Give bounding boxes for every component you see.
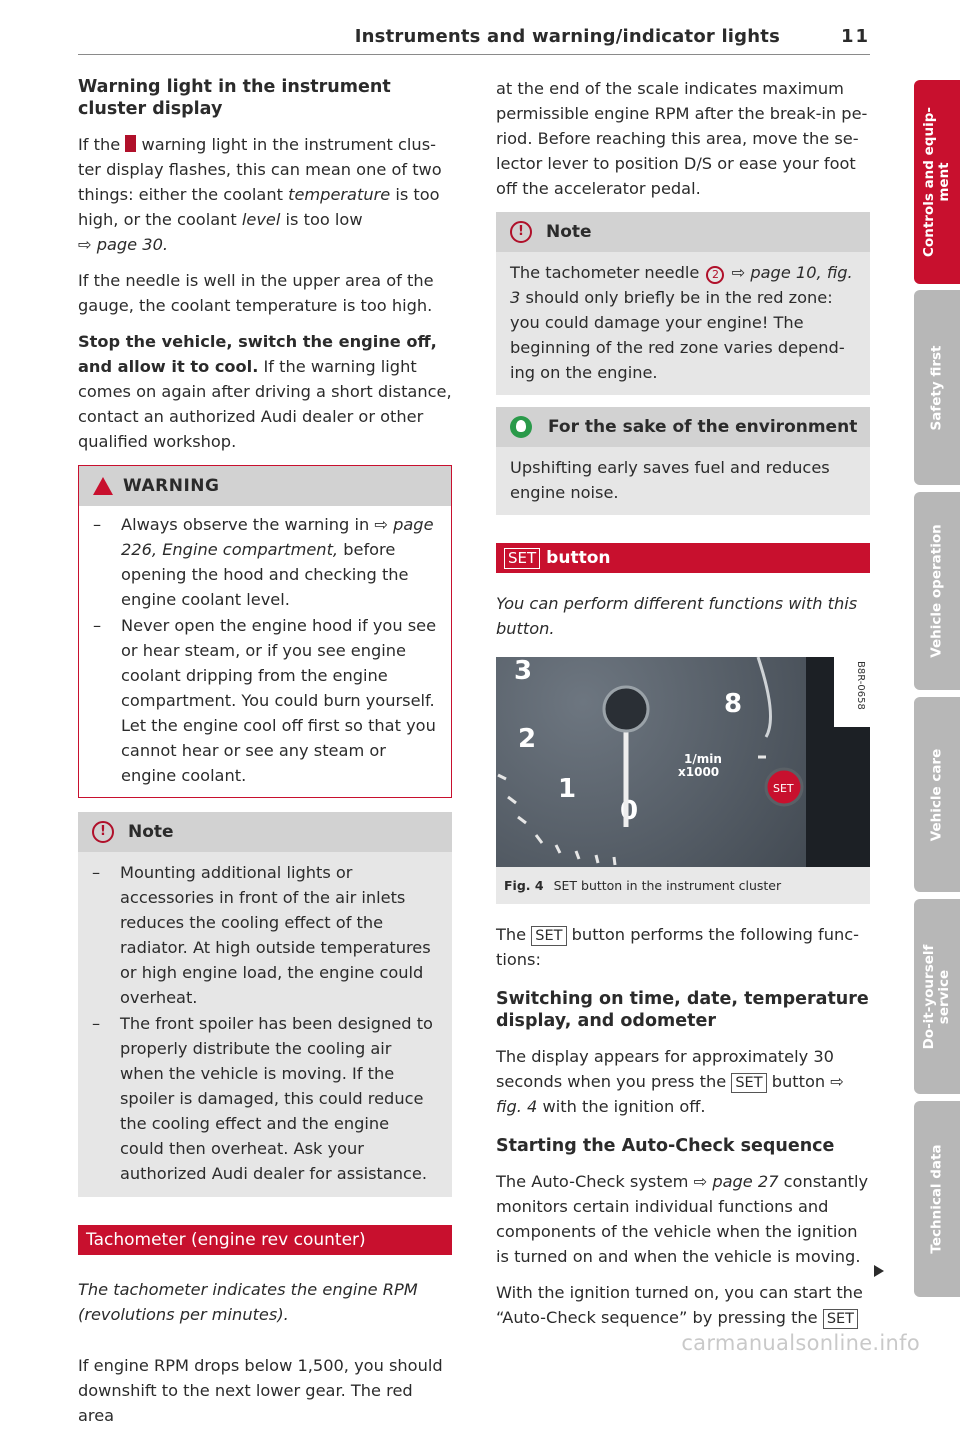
paragraph xyxy=(496,1044,870,1119)
dial-number-1: 1 xyxy=(558,774,577,804)
warning-header xyxy=(79,466,451,506)
page-reference-link[interactable]: ⇨ page 30. xyxy=(78,235,169,254)
figure-code: B8R-0658 xyxy=(855,661,866,710)
paragraph xyxy=(496,922,870,972)
note-header xyxy=(78,812,452,852)
note-body xyxy=(78,852,452,1197)
note-icon: ! xyxy=(510,221,532,243)
paragraph xyxy=(78,132,452,257)
paragraph xyxy=(496,1280,870,1330)
text: The tachometer needle xyxy=(510,263,700,282)
environment-header xyxy=(496,407,870,447)
paragraph: If the needle is well in the upper area of the gauge, the coolant temperature is too high. xyxy=(78,271,434,315)
figure-reference-link[interactable]: ⇨ fig. 4 xyxy=(496,1072,844,1116)
note-icon: ! xyxy=(92,821,114,843)
unit-label: 1/min xyxy=(684,752,722,766)
text: If the warning light comes on again after driving a short distance, contact an authorized Audi dealer or other qualified workshop. xyxy=(78,357,452,451)
text: is too low xyxy=(285,210,363,229)
text: is too high, or the coolant xyxy=(78,185,440,229)
figure-caption xyxy=(496,867,870,904)
tab-vehicle-care[interactable] xyxy=(914,697,960,892)
warning-triangle-icon xyxy=(93,477,113,495)
environment-title: For the sake of the environment xyxy=(548,416,858,437)
text: constantly monitors certain individual functions and components of the vehicle when the ignition is turned on and when the vehicle is moving. xyxy=(496,1172,869,1266)
section-title: button xyxy=(546,547,611,568)
warning-title: WARNING xyxy=(123,475,220,496)
dial-number-3: 3 xyxy=(514,657,533,686)
emphasis: temperature xyxy=(288,185,391,204)
lead-text: The tachometer indicates the engine RPM (revolutions per minutes). xyxy=(78,1280,418,1324)
tab-label: Do-it-yourself service xyxy=(921,944,952,1049)
figure-number: Fig. 4 xyxy=(504,878,544,893)
emphasis: level xyxy=(241,210,281,229)
figure-instrument-cluster xyxy=(496,657,870,867)
tab-label: Technical data xyxy=(928,1144,945,1254)
paragraph: If engine RPM drops below 1,500, you should downshift to the next lower gear. The red area xyxy=(78,1356,443,1425)
set-button-label: SET xyxy=(773,782,794,795)
warning-list xyxy=(93,512,437,788)
subheading-auto-check: Starting the Auto-Check sequence xyxy=(496,1136,835,1156)
header-title: Instruments and warning/indicator lights xyxy=(354,26,780,47)
paragraph: at the end of the scale indicates maximum permissible engine RPM after the break-in period. Before reaching this area, move the selector lever to position D/S or ease your foot off the accelerator pedal. xyxy=(496,79,868,198)
bold-text: Stop the vehicle, switch the engine off, and allow it to cool. xyxy=(78,332,437,376)
note-title: Note xyxy=(128,821,174,842)
tab-label: Vehicle care xyxy=(928,748,945,841)
tab-label: Controls and equip- ment xyxy=(921,107,952,257)
page-reference-link[interactable]: ⇨ page 226, Engine compartment, xyxy=(121,515,434,559)
environment-leaf-icon xyxy=(510,416,532,438)
text: with the ignition off. xyxy=(542,1097,706,1116)
text: The display appears for approximately 30 seconds when you press the xyxy=(496,1047,834,1091)
tab-do-it-yourself-service[interactable] xyxy=(914,899,960,1094)
note-header xyxy=(496,212,870,252)
tab-label: Safety first xyxy=(928,345,945,430)
note-box xyxy=(496,212,870,395)
list-item xyxy=(93,512,437,612)
set-key-label: SET xyxy=(531,926,566,946)
set-key-label: SET xyxy=(731,1073,766,1093)
section-heading-warning-light: Warning light in the instrument cluster display xyxy=(78,77,391,119)
instrument-cluster-illustration xyxy=(496,657,870,867)
tab-vehicle-operation[interactable] xyxy=(914,492,960,690)
tab-controls-and-equipment[interactable] xyxy=(914,80,960,284)
set-key-label: SET xyxy=(504,548,540,569)
set-key-label: SET xyxy=(823,1309,858,1329)
environment-box xyxy=(496,407,870,515)
text: Always observe the warning in xyxy=(121,515,370,534)
note-list xyxy=(92,860,438,1186)
text: should only briefly be in the red zone: you could damage your engine! The beginning of the red zone varies depending on the engine. xyxy=(510,288,845,382)
page-reference-link[interactable]: ⇨ page 27 xyxy=(693,1172,779,1191)
paragraph xyxy=(496,1169,870,1269)
text: button performs the following functions: xyxy=(496,925,859,969)
section-bar-set-button xyxy=(496,543,870,573)
text: With the ignition turned on, you can start the “Auto-Check sequence” by pressing the xyxy=(496,1283,863,1327)
note-title: Note xyxy=(546,221,592,242)
unit-label: x1000 xyxy=(678,765,720,779)
text: If the xyxy=(78,135,121,154)
list-item: – The front spoiler has been designed to properly distribute the cooling air when the vehicle is moving. If the spoiler is damaged, this could reduce the cooling effect and the engine could then overheat. Ask your authorized Audi dealer for assistance. xyxy=(92,1011,438,1186)
text: before opening the hood and checking the engine coolant level. xyxy=(121,540,409,609)
subheading-switching-on: Switching on time, date, temperature display, and odometer xyxy=(496,989,869,1031)
list-item: – Mounting additional lights or accessories in front of the air inlets reduces the cooling effect of the radiator. At high outside temperatures or high engine load, the engine could overheat. xyxy=(92,860,438,1010)
lead-text: You can perform different functions with this button. xyxy=(496,594,858,638)
caption-text: SET button in the instrument cluster xyxy=(553,878,782,893)
text: The Auto-Check system xyxy=(496,1172,689,1191)
note-box xyxy=(78,812,452,1197)
section-bar-tachometer: Tachometer (engine rev counter) xyxy=(78,1225,452,1255)
tab-safety-first[interactable] xyxy=(914,290,960,485)
dial-number-0: 0 xyxy=(620,796,639,826)
dial-number-8: 8 xyxy=(724,689,743,719)
text: The xyxy=(496,925,527,944)
needle-hub xyxy=(604,687,648,731)
note-body xyxy=(496,252,870,395)
page-number: 11 xyxy=(840,26,870,47)
watermark: carmanualsonline.info xyxy=(681,1331,920,1355)
text: button xyxy=(771,1072,826,1091)
callout-number: 2 xyxy=(706,266,724,284)
right-column xyxy=(496,76,870,1341)
tab-technical-data[interactable] xyxy=(914,1101,960,1297)
dial-number-2: 2 xyxy=(518,724,537,754)
page-reference-link[interactable]: ⇨ page 10, fig. 3 xyxy=(510,263,853,307)
continue-arrow-icon xyxy=(874,1265,884,1277)
environment-body: Upshifting early saves fuel and reduces engine noise. xyxy=(510,458,830,502)
warning-body xyxy=(79,506,451,797)
list-item: – Never open the engine hood if you see or hear steam, or if you see engine coolant dripping from the engine compartment. You could burn yourself. Let the engine cool off first so that you cannot hear or see any steam or engine coolant. xyxy=(93,613,437,788)
text: warning light in the instrument cluster display flashes, this can mean one of two things: either the coolant xyxy=(78,135,442,204)
left-column xyxy=(78,76,452,1439)
paragraph xyxy=(78,329,452,454)
coolant-warning-light-icon xyxy=(125,135,136,152)
tab-label: Vehicle operation xyxy=(928,524,945,658)
warning-box xyxy=(78,465,452,798)
page-header xyxy=(78,24,870,55)
